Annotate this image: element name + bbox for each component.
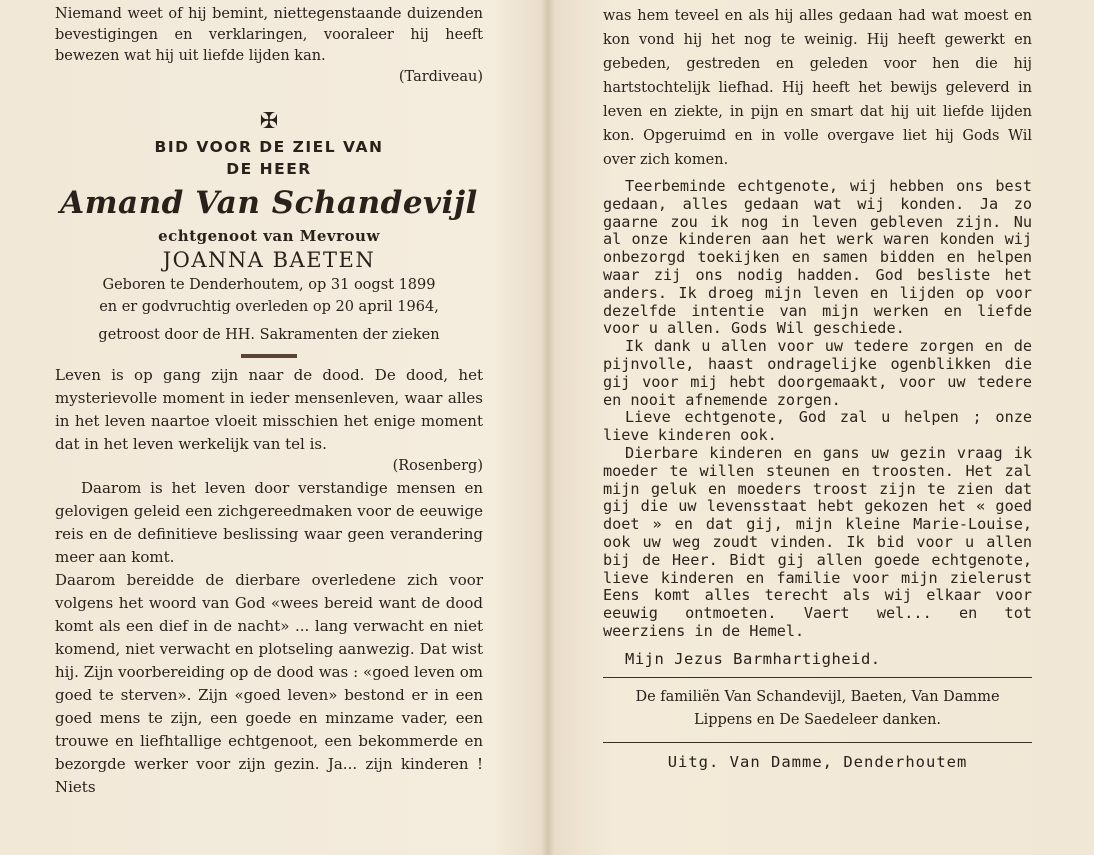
card-fold <box>541 0 555 855</box>
paragraph-children: Dierbare kinderen en gans uw gezin vraag ik moeder te willen steunen en troosten. Het zal mijn geluk en moeders troost zijn te zien dat gij die uw levensstaat hebt gekozen het « goed doet » en dat gij, mijn kleine Marie-Louise, ook uw weg zoudt vinden. Ik bid voor u allen bij de Heer. Bidt gij allen goede echtgenote, lieve kinderen en familie voor mijn zielerust Eens komt alles terecht als wij elkaar voor eeuwig ontmoeten. Vaert wel... en tot weerziens in de Hemel. <box>603 443 1032 640</box>
death-line: en er godvruchtig overleden op 20 april 1964, <box>99 299 439 315</box>
paragraph-continuation: was hem teveel en als hij alles gedaan had wat moest en kon vond hij het nog te weinig. Hij heeft gewerkt en gebeden, gestreden en geleden voor hen die hij hartstochtelijk liefhad. Hij heeft het bewijs geleverd in leven en ziekte, in pijn en smart dat hij uit liefde lijden kon. Opgeruimd en in volle overgave liet hij Gods Wil over zich komen. <box>603 8 1032 168</box>
paragraph-gratitude: Ik dank u allen voor uw tedere zorgen en de pijnvolle, haast ondragelijke ogenblikken die gij voor mij hebt doorgemaakt, voor uw tedere en nooit afnemende zorgen. <box>603 337 1032 409</box>
sacraments-line: getroost door de HH. Sakramenten der zieken <box>98 327 440 343</box>
spouse-intro: echtgenoot van Mevrouw <box>158 227 380 245</box>
right-page <box>555 0 1094 855</box>
paragraph-preparation: Daarom bereidde de dierbare overledene zich voor volgens het woord van God «wees bereid want de dood komt als een dief in de nacht» ... lang verwacht en niet komend, niet verwacht en plotseling aanwezig. Dat wist hij. Zijn voorbereiding op de dood was : «goed leven om goed te sterven». Zijn «goed leven» bestond er in een goed mens te zijn, een goede en minzame vader, een trouwe en liefhtallige echtgenoot, een bekommerde en bezorgde werker voor zijn gezin. Ja... zijn kinderen ! Niets <box>55 571 483 796</box>
divider-line-bottom <box>603 742 1032 743</box>
families-thanks-line2: Lippens en De Saedeleer danken. <box>693 711 942 728</box>
birth-line: Geboren te Denderhoutem, op 31 oogst 1899 <box>102 277 436 293</box>
families-thanks-line1: De familiën Van Schandevijl, Baeten, Van Damme <box>635 688 1000 705</box>
paragraph-to-wife: Teerbeminde echtgenote, wij hebben ons best gedaan, alles gedaan wat wij konden. Ja zo gaarne zou ik nog in leven gebleven zijn. Nu al onze kinderen aan het werk waren konden wij onbezorgd toekijken en samen bidden en helpen waar zij ons nodig hadden. God besliste het anders. Ik droeg mijn leven en lijden op voor dezelfde intentie van mijn werken en liefde voor u allen. Gods Wil geschiede. <box>603 177 1032 338</box>
paragraph-life: Daarom is het leven door verstandige mensen en gelovigen geleid een zichgereedmaken voor de eeuwige reis en de definitieve beslissing waar geen verandering meer aan komt. <box>55 479 483 566</box>
ornament-divider <box>241 354 297 358</box>
printer-credit: Uitg. Van Damme, Denderhoutem <box>667 752 968 771</box>
deceased-name: Amand Van Schandevijl <box>60 185 478 221</box>
epigraph-text: Niemand weet of hij bemint, niettegenstaande duizenden bevestigingen en verklaringen, vooraleer hij heeft bewezen wat hij uit liefde lijden kan. <box>55 6 483 64</box>
left-page <box>0 0 541 855</box>
closing-prayer: Mijn Jezus Barmhartigheid. <box>625 649 881 668</box>
epigraph-author: (Tardiveau) <box>398 69 483 85</box>
cross-icon: ✠ <box>259 109 279 134</box>
spouse-name: JOANNA BAETEN <box>162 248 376 272</box>
divider-line <box>603 677 1032 678</box>
rosenberg-quote: Leven is op gang zijn naar de dood. De dood, het mysterievolle moment in ieder mensenleven, waar alles in het leven naartoe vloeit misschien het enige moment dat in het leven werkelijk van tel is. <box>55 366 483 453</box>
paragraph-god-helps: Lieve echtgenote, God zal u helpen ; onze lieve kinderen ook. <box>603 408 1032 445</box>
rosenberg-author: (Rosenberg) <box>392 458 483 474</box>
prayer-heading-title: DE HEER <box>226 160 312 178</box>
prayer-heading: BID VOOR DE ZIEL VAN <box>154 138 384 156</box>
